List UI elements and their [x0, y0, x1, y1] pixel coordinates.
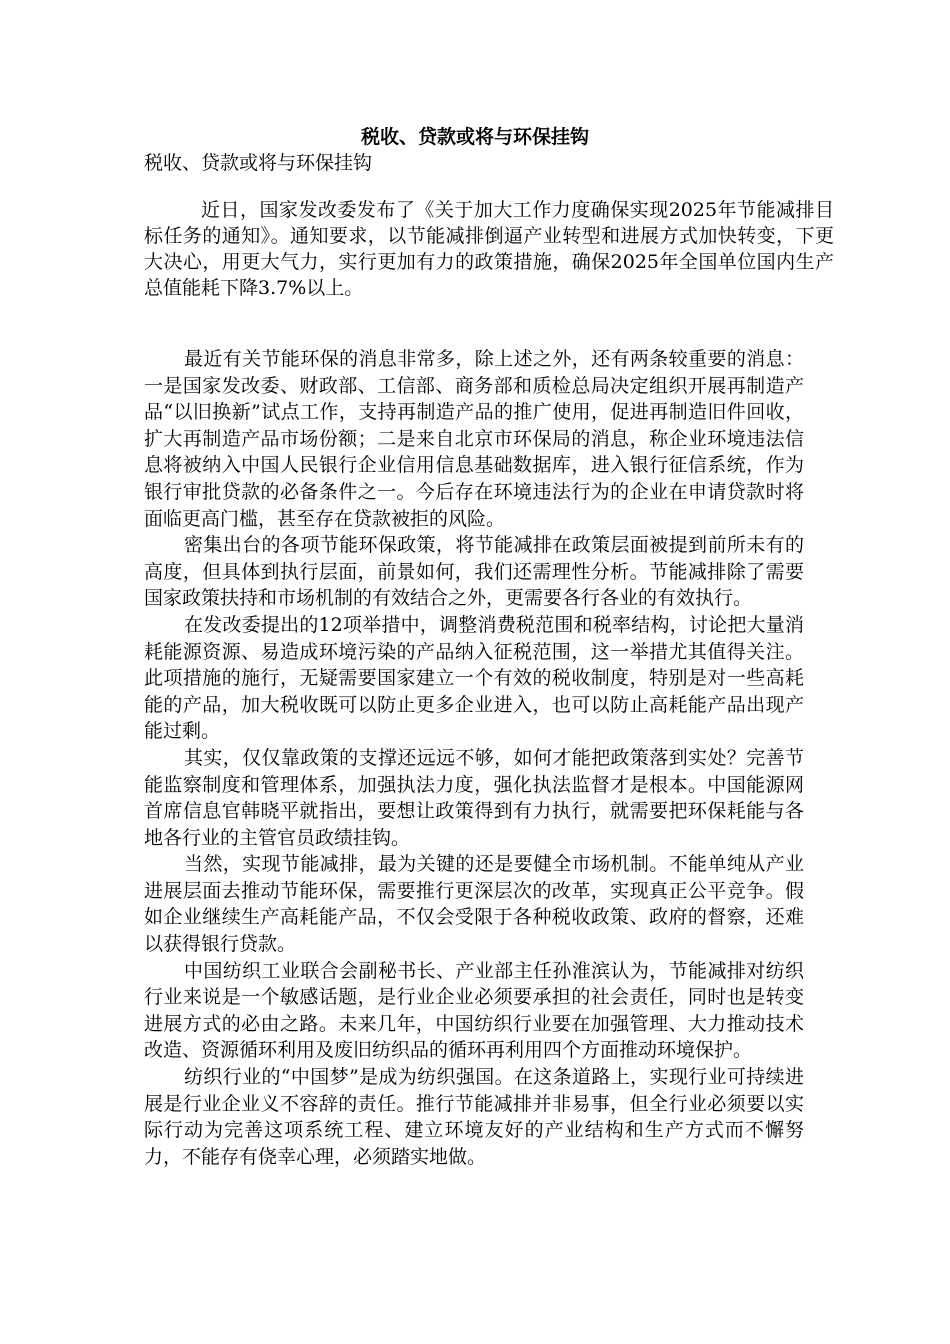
body-paragraph-1: 最近有关节能环保的消息非常多，除上述之外，还有两条较重要的消息：一是国家发改委、财政部、工信部、商务部和质检总局决定组织开展再制造产品“以旧换新”试点工作，支持再制造产品的推广使用，促进再制造旧件回收，扩大再制造产品市场份额；二是来自北京市环保局的消息，称企业环境违法信息将被纳入中国人民银行企业信用信息基础数据库，进入银行征信系统，作为银行审批贷款的必备条件之一。今后存在环境违法行为的企业在申请贷款时将面临更高门槛，甚至存在贷款被拒的风险。: [144, 348, 804, 530]
body-paragraph-7: 纺织行业的“中国梦”是成为纺织强国。在这条道路上，实现行业可持续进展是行业企业义不容辞的责任。推行节能减排并非易事，但全行业必须要以实际行动为完善这项系统工程、建立环境友好的产业结构和生产方式而不懈努力，不能存有侥幸心理，必须踏实地做。: [144, 1066, 804, 1168]
body-paragraph-6: 中国纺织工业联合会副秘书长、产业部主任孙淮滨认为，节能减排对纺织行业来说是一个敏感话题，是行业企业必须要承担的社会责任，同时也是转变进展方式的必由之路。未来几年，中国纺织行业要在加强管理、大力推动技术改造、资源循环利用及废旧纺织品的循环再利用四个方面推动环境保护。: [144, 959, 804, 1062]
body-paragraph-5: 当然，实现节能减排，最为关键的还是要健全市场机制。不能单纯从产业进展层面去推动节能环保，需要推行更深层次的改革，实现真正公平竞争。假如企业继续生产高耗能产品，不仅会受限于各种税收政策、政府的督察，还难以获得银行贷款。: [144, 853, 804, 956]
document-title: 税收、贷款或将与环保挂钩: [360, 126, 589, 148]
article-body: [144, 346, 804, 1170]
body-paragraph-4: 其实，仅仅靠政策的支撑还远远不够，如何才能把政策落到实处？完善节能监察制度和管理体系，加强执法力度，强化执法监督才是根本。中国能源网首席信息官韩晓平就指出，要想让政策得到有力执行，就需要把环保耗能与各地各行业的主管官员政绩挂钩。: [144, 746, 804, 849]
body-paragraph-3: 在发改委提出的12项举措中，调整消费税范围和税率结构，讨论把大量消耗能源资源、易造成环境污染的产品纳入征税范围，这一举措尤其值得关注。此项措施的施行，无疑需要国家建立一个有效的税收制度，特别是对一些高耗能的产品，加大税收既可以防止更多企业进入，也可以防止高耗能产品出现产能过剩。: [144, 613, 804, 743]
intro-paragraph: 近日，国家发改委发布了《关于加大工作力度确保实现2025年节能减排目标任务的通知》。通知要求，以节能减排倒逼产业转型和进展方式加快转变，下更大决心，用更大气力，实行更加有力的政策措施，确保2025年全国单位国内生产总值能耗下降3.7%以上。: [144, 199, 834, 299]
document-subtitle: 税收、贷款或将与环保挂钩: [144, 152, 373, 174]
body-paragraph-2: 密集出台的各项节能环保政策，将节能减排在政策层面被提到前所未有的高度，但具体到执行层面，前景如何，我们还需理性分析。节能减排除了需要国家政策扶持和市场机制的有效结合之外，更需要各行各业的有效执行。: [144, 534, 804, 610]
